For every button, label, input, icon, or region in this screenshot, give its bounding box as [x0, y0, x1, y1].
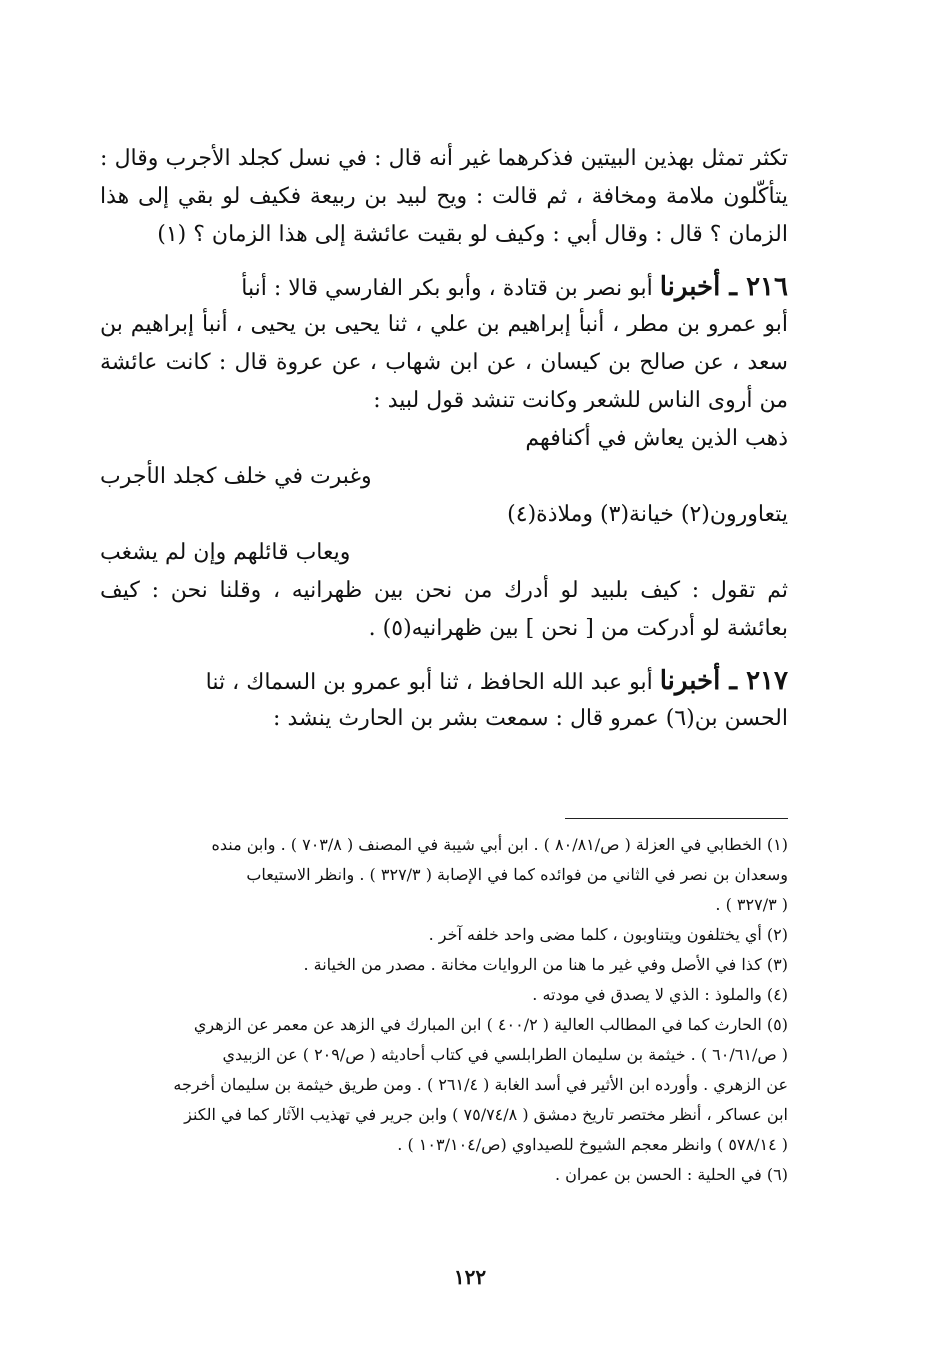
footnote-line: عن الزهري . وأورده ابن الأثير في أسد الغابة ( ٢٦١/٤ ) . ومن طريق خيثمة بن سليمان أخرجه [173, 1075, 788, 1094]
footnote-line: ( ص/٦٠/٦١ ) . خيثمة بن سليمان الطرابلسي في كتاب أحاديثه ( ص/٢٠٩ ) عن الزبيدي [222, 1045, 788, 1064]
text-line: الزمان ؟ قال : وقال أبي : وكيف لو بقيت عائشة إلى هذا الزمان ؟ (١) [157, 222, 788, 247]
entry-dash: ـ [720, 272, 747, 302]
text-line: بعائشة لو أدركت من [ نحن ] بين ظهرانيه(٥) . [368, 616, 788, 641]
footnotes [100, 830, 788, 1190]
footnote-line: (١) الخطابي في العزلة ( ص/٨٠/٨١ ) . ابن أبي شيبة في المصنف ( ٧٠٣/٨ ) . وابن منده [211, 835, 788, 854]
footnote-line: (٦) في الحلية : الحسن بن عمران . [554, 1165, 788, 1184]
entry-216-header [100, 268, 788, 306]
entry-keyword: أخبرنا [659, 272, 721, 302]
entry-dash: ـ [720, 666, 747, 696]
entry-keyword: أخبرنا [659, 666, 721, 696]
text-line: من أروى الناس للشعر وكانت تنشد قول لبيد : [373, 388, 788, 413]
verse-line: وغبرت في خلف كجلد الأجرب [100, 464, 372, 489]
footnote-line: ابن عساكر ، أنظر مختصر تاريخ دمشق ( ٧٥/٧٤/٨ ) وابن جرير في تهذيب الآثار كما في الكنز [184, 1105, 788, 1124]
footnote-line: ( ٥٧٨/١٤ ) وانظر معجم الشيوخ للصيداوي (ص/١٠٣/١٠٤ ) . [397, 1135, 788, 1154]
entry-217-header [100, 662, 788, 700]
page-number: ١٢٢ [453, 1265, 487, 1289]
text-line: أبو عمرو بن مطر ، أنبأ إبراهيم بن علي ، ثنا يحيى بن يحيى ، أنبأ إبراهيم بن [100, 312, 788, 337]
main-text [100, 140, 788, 738]
text-line: سعد ، عن صالح بن كيسان ، عن ابن شهاب ، عن عروة قال : كانت عائشة [100, 350, 788, 375]
footnote-line: ( ٣٢٧/٣ ) . [715, 895, 788, 914]
footnote-line: (٥) الحارث كما في المطالب العالية ( ٤٠٠/٢ ) ابن المبارك في الزهد عن معمر عن الزهري [193, 1015, 788, 1034]
entry-number: ٢١٧ [746, 666, 788, 696]
footnote-line: (٢) أي يختلفون ويتناوبون ، كلما مضى واحد خلفه آخر . [428, 925, 788, 944]
verse-line: ويعاب قائلهم وإن لم يشغب [100, 540, 351, 565]
entry-text: أبو نصر بن قتادة ، وأبو بكر الفارسي قالا : أنبأ [241, 276, 660, 301]
entry-number: ٢١٦ [746, 272, 788, 302]
entry-text: أبو عبد الله الحافظ ، ثنا أبو عمرو بن السماك ، ثنا [205, 670, 660, 695]
text-line: يتأكّلون ملامة ومخافة ، ثم قالت : ويح لبيد بن ربيعة فكيف لو بقي إلى هذا [100, 184, 788, 209]
footnote-line: (٤) والملوذ : الذي لا يصدق في مودته . [532, 985, 788, 1004]
footnote-line: (٣) كذا في الأصل وفي غير ما هنا من الروايات مخانة . مصدر من الخيانة . [303, 955, 788, 974]
verse-line: يتعاورون(٢) خيانة(٣) وملاذة(٤) [507, 502, 788, 527]
footnote-separator [565, 818, 788, 819]
text-line: ثم تقول : كيف بلبيد لو أدرك من نحن بين ظهرانيه ، وقلنا نحن : كيف [100, 578, 788, 603]
verse-line: ذهب الذين يعاش في أكنافهم [525, 426, 788, 451]
text-line: الحسن بن(٦) عمرو قال : سمعت بشر بن الحارث ينشد : [273, 706, 788, 731]
text-line: تكثر تمثل بهذين البيتين فذكرهما غير أنه قال : في نسل كجلد الأجرب وقال : [100, 146, 788, 171]
footnote-line: وسعدان بن نصر في الثاني من فوائده كما في الإصابة ( ٣٢٧/٣ ) . وانظر الاستيعاب [246, 865, 788, 884]
